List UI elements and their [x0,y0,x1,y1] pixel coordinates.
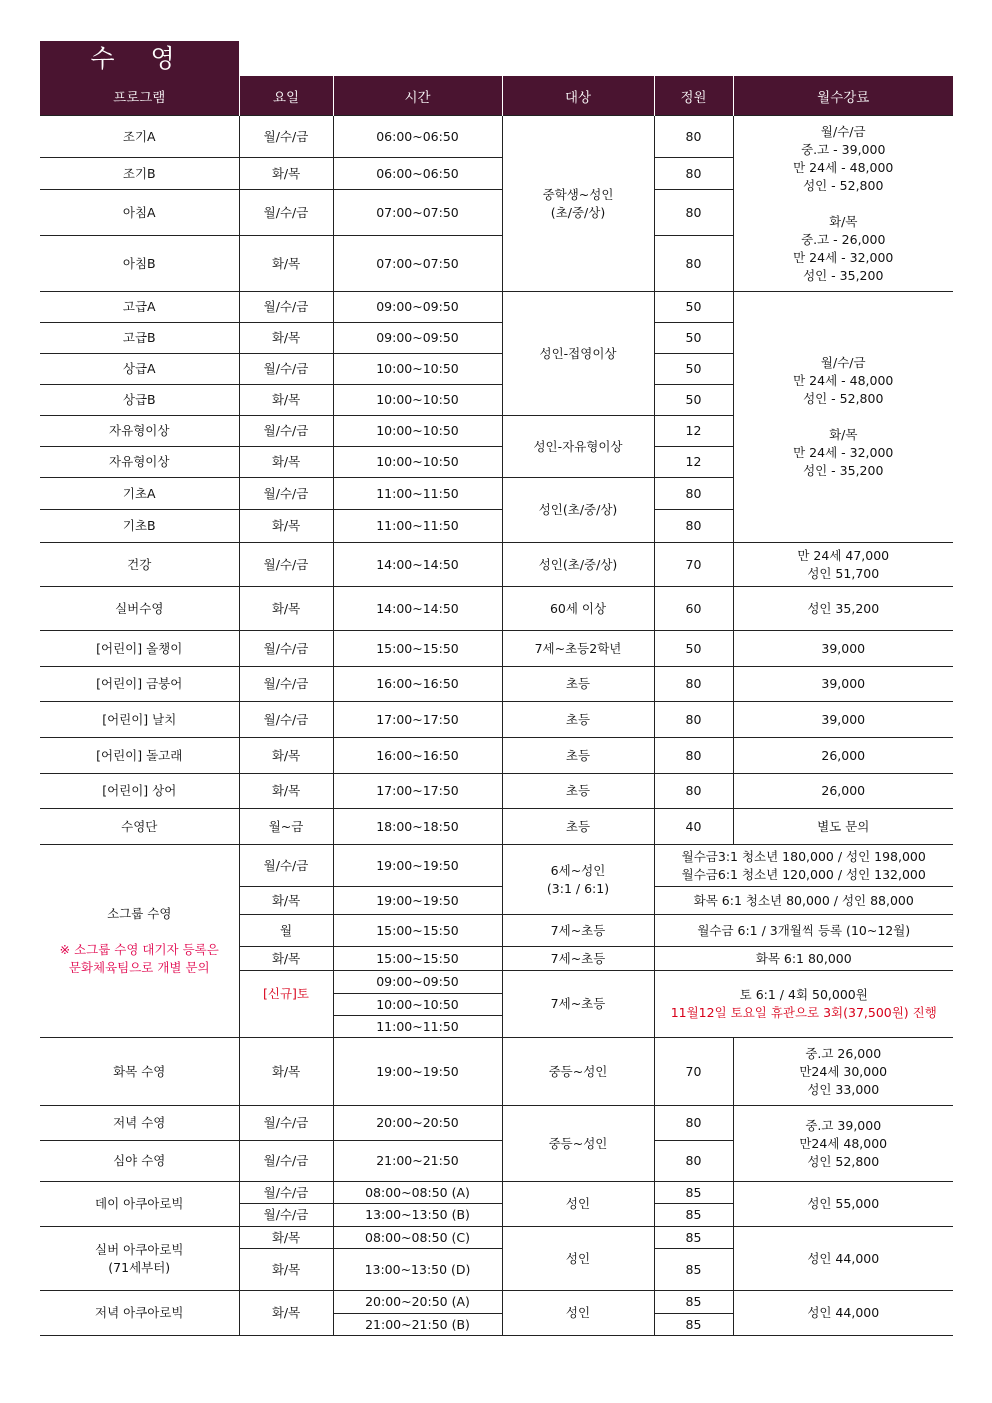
target-cell: 성인(초/중/상) [502,543,654,587]
target-cell: 성인-접영이상 [502,292,654,416]
day-cell: 월/수/금 [239,292,333,323]
program-name: 소그룹 수영 [107,906,172,921]
fee-cell: 39,000 [733,631,953,667]
fee-cell: 중.고 26,000 만24세 30,000 성인 33,000 [733,1038,953,1106]
time-cell: 08:00~08:50 (A) [333,1182,502,1204]
fee-cell [654,971,953,1038]
saturday-fee: 토 6:1 / 4회 50,000원 [739,987,868,1002]
fee-cell: 월/수/금 중.고 - 39,000 만 24세 - 48,000 성인 - 52,800 화/목 중.고 - 26,000 만 24세 - 32,000 성인 - 35,200 [733,116,953,292]
time-cell: 16:00~16:50 [333,738,502,774]
capacity-cell: 80 [654,1141,733,1182]
capacity-cell: 80 [654,738,733,774]
target-cell: 초등 [502,774,654,809]
time-cell: 14:00~14:50 [333,587,502,631]
program-name: 건강 [40,543,239,587]
capacity-cell: 80 [654,190,733,236]
program-name: 수영단 [40,809,239,845]
day-cell: 화/목 [239,447,333,478]
fee-cell: 26,000 [733,738,953,774]
day-cell: 화/목 [239,774,333,809]
day-cell: 화/목 [239,1227,333,1249]
day-cell: 화/목 [239,887,333,915]
program-name: [어린이] 돌고래 [40,738,239,774]
time-cell: 11:00~11:50 [333,1016,502,1038]
time-cell: 11:00~11:50 [333,510,502,543]
time-cell: 11:00~11:50 [333,478,502,510]
program-name: 데이 아쿠아로빅 [40,1182,239,1227]
capacity-cell: 50 [654,385,733,416]
capacity-cell: 85 [654,1227,733,1249]
fee-cell: 성인 44,000 [733,1227,953,1291]
day-cell: 월/수/금 [239,702,333,738]
program-name: 상급B [40,385,239,416]
day-cell: 화/목 [239,510,333,543]
header-day: 요일 [239,76,333,116]
time-cell: 15:00~15:50 [333,915,502,947]
time-cell: 10:00~10:50 [333,385,502,416]
target-cell: 7세~초등 [502,971,654,1038]
day-cell: 화/목 [239,947,333,971]
time-cell: 18:00~18:50 [333,809,502,845]
table-row [40,587,953,631]
capacity-cell: 85 [654,1182,733,1204]
capacity-cell: 80 [654,667,733,702]
program-name: 조기A [40,116,239,158]
table-row [40,1038,953,1106]
capacity-cell: 85 [654,1314,733,1336]
time-cell: 13:00~13:50 (D) [333,1249,502,1291]
capacity-cell: 85 [654,1204,733,1227]
program-name: 조기B [40,158,239,190]
target-cell: 7세~초등 [502,915,654,947]
day-cell: 월/수/금 [239,667,333,702]
table-row [40,738,953,774]
program-name: 화목 수영 [40,1038,239,1106]
table-row [40,1291,953,1314]
fee-cell: 월수금3:1 청소년 180,000 / 성인 198,000 월수금6:1 청소년 120,000 / 성인 132,000 [654,845,953,887]
target-cell: 성인 [502,1291,654,1336]
time-cell: 17:00~17:50 [333,774,502,809]
header-target: 대상 [502,76,654,116]
header-fee: 월수강료 [733,76,953,116]
program-name: 자유형이상 [40,447,239,478]
fee-cell: 성인 35,200 [733,587,953,631]
capacity-cell: 50 [654,323,733,354]
fee-cell: 중.고 39,000 만24세 48,000 성인 52,800 [733,1106,953,1182]
capacity-cell: 80 [654,702,733,738]
day-cell: 화/목 [239,323,333,354]
program-name: 아침A [40,190,239,236]
table-row [40,702,953,738]
program-name: 실버수영 [40,587,239,631]
target-cell: 7세~초등 [502,947,654,971]
day-cell: 월/수/금 [239,190,333,236]
time-cell: 20:00~20:50 (A) [333,1291,502,1314]
table-row [40,1227,953,1249]
target-cell: 초등 [502,738,654,774]
day-cell: 화/목 [239,1291,333,1336]
capacity-cell: 50 [654,354,733,385]
program-name: 저녁 수영 [40,1106,239,1141]
time-cell: 16:00~16:50 [333,667,502,702]
program-name: 고급B [40,323,239,354]
day-cell: 월~금 [239,809,333,845]
fee-cell: 월수금 6:1 / 3개월씩 등록 (10~12월) [654,915,953,947]
header-program: 프로그램 [40,76,239,116]
capacity-cell: 70 [654,1038,733,1106]
target-cell: 초등 [502,667,654,702]
capacity-cell: 70 [654,543,733,587]
table-row [40,543,953,587]
capacity-cell: 80 [654,116,733,158]
time-cell: 07:00~07:50 [333,236,502,292]
day-cell: 월/수/금 [239,416,333,447]
time-cell: 14:00~14:50 [333,543,502,587]
table-row [40,631,953,667]
program-name: [어린이] 상어 [40,774,239,809]
program-name: [어린이] 올챙이 [40,631,239,667]
fee-cell: 성인 44,000 [733,1291,953,1336]
time-cell: 15:00~15:50 [333,947,502,971]
table-row [40,1182,953,1204]
time-cell: 10:00~10:50 [333,354,502,385]
program-name: [어린이] 날치 [40,702,239,738]
fee-cell: 만 24세 47,000 성인 51,700 [733,543,953,587]
capacity-cell: 85 [654,1249,733,1291]
target-cell: 7세~초등2학년 [502,631,654,667]
program-name: [어린이] 금붕어 [40,667,239,702]
day-cell: 월/수/금 [239,1182,333,1204]
day-cell: 화/목 [239,236,333,292]
capacity-cell: 50 [654,292,733,323]
capacity-cell: 80 [654,158,733,190]
program-name: 기초B [40,510,239,543]
day-cell: 월/수/금 [239,354,333,385]
day-cell: 월/수/금 [239,631,333,667]
time-cell: 06:00~06:50 [333,116,502,158]
time-cell: 21:00~21:50 [333,1141,502,1182]
day-cell: 화/목 [239,1038,333,1106]
target-cell: 성인(초/중/상) [502,478,654,543]
program-name: 아침B [40,236,239,292]
fee-cell: 화목 6:1 청소년 80,000 / 성인 88,000 [654,887,953,915]
day-cell: 월/수/금 [239,478,333,510]
capacity-cell: 50 [654,631,733,667]
time-cell: 10:00~10:50 [333,994,502,1016]
program-name: 실버 아쿠아로빅 (71세부터) [40,1227,239,1291]
day-cell: 화/목 [239,587,333,631]
time-cell: 10:00~10:50 [333,416,502,447]
program-name: 저녁 아쿠아로빅 [40,1291,239,1336]
capacity-cell: 85 [654,1291,733,1314]
header-time: 시간 [333,76,502,116]
time-cell: 08:00~08:50 (C) [333,1227,502,1249]
small-group-note: ※ 소그룹 수영 대기자 등록은 문화체육팀으로 개별 문의 [59,942,219,975]
time-cell: 07:00~07:50 [333,190,502,236]
target-cell: 성인 [502,1182,654,1227]
capacity-cell: 40 [654,809,733,845]
target-cell: 중등~성인 [502,1038,654,1106]
time-cell: 15:00~15:50 [333,631,502,667]
time-cell: 09:00~09:50 [333,971,502,994]
day-cell: 월/수/금 [239,543,333,587]
page-title: 수 영 [40,41,239,76]
target-cell: 성인 [502,1227,654,1291]
table-header-row [40,76,953,116]
fee-cell: 별도 문의 [733,809,953,845]
capacity-cell: 12 [654,447,733,478]
time-cell: 19:00~19:50 [333,887,502,915]
time-cell: 19:00~19:50 [333,1038,502,1106]
fee-cell: 화목 6:1 80,000 [654,947,953,971]
target-cell: 60세 이상 [502,587,654,631]
fee-cell: 월/수/금 만 24세 - 48,000 성인 - 52,800 화/목 만 24세 - 32,000 성인 - 35,200 [733,292,953,543]
target-cell: 성인-자유형이상 [502,416,654,478]
fee-cell: 26,000 [733,774,953,809]
target-cell: 중학생~성인 (초/중/상) [502,116,654,292]
program-name: 상급A [40,354,239,385]
fee-cell: 성인 55,000 [733,1182,953,1227]
fee-cell: 39,000 [733,667,953,702]
capacity-cell: 80 [654,478,733,510]
time-cell: 19:00~19:50 [333,845,502,887]
day-cell: 월/수/금 [239,1106,333,1141]
capacity-cell: 80 [654,1106,733,1141]
capacity-cell: 80 [654,774,733,809]
program-name: 기초A [40,478,239,510]
day-cell: 화/목 [239,158,333,190]
day-cell: 월 [239,915,333,947]
table-row [40,116,953,158]
time-cell: 20:00~20:50 [333,1106,502,1141]
capacity-cell: 80 [654,510,733,543]
table-row [40,292,953,323]
time-cell: 10:00~10:50 [333,447,502,478]
day-cell: 화/목 [239,385,333,416]
day-cell: 월/수/금 [239,1204,333,1227]
target-cell: 6세~성인 (3:1 / 6:1) [502,845,654,915]
saturday-fee-note: 11월12일 토요일 휴관으로 3회(37,500원) 진행 [670,1005,937,1020]
time-cell: 21:00~21:50 (B) [333,1314,502,1336]
header-capacity: 정원 [654,76,733,116]
day-cell: 월/수/금 [239,116,333,158]
day-cell: 월/수/금 [239,845,333,887]
table-row [40,1106,953,1141]
day-cell: 화/목 [239,1249,333,1291]
program-name: 고급A [40,292,239,323]
swim-schedule-table [40,76,953,1336]
time-cell: 09:00~09:50 [333,292,502,323]
fee-cell: 39,000 [733,702,953,738]
day-cell: [신규]토 [239,971,333,1038]
capacity-cell: 60 [654,587,733,631]
target-cell: 중등~성인 [502,1106,654,1182]
program-name: 심야 수영 [40,1141,239,1182]
time-cell: 13:00~13:50 (B) [333,1204,502,1227]
table-row [40,667,953,702]
target-cell: 초등 [502,702,654,738]
day-cell: 화/목 [239,738,333,774]
table-row [40,845,953,887]
table-row [40,774,953,809]
program-name: 자유형이상 [40,416,239,447]
capacity-cell: 80 [654,236,733,292]
day-cell: 월/수/금 [239,1141,333,1182]
time-cell: 09:00~09:50 [333,323,502,354]
small-group-program [40,845,239,1038]
capacity-cell: 12 [654,416,733,447]
table-row [40,809,953,845]
time-cell: 06:00~06:50 [333,158,502,190]
target-cell: 초등 [502,809,654,845]
time-cell: 17:00~17:50 [333,702,502,738]
